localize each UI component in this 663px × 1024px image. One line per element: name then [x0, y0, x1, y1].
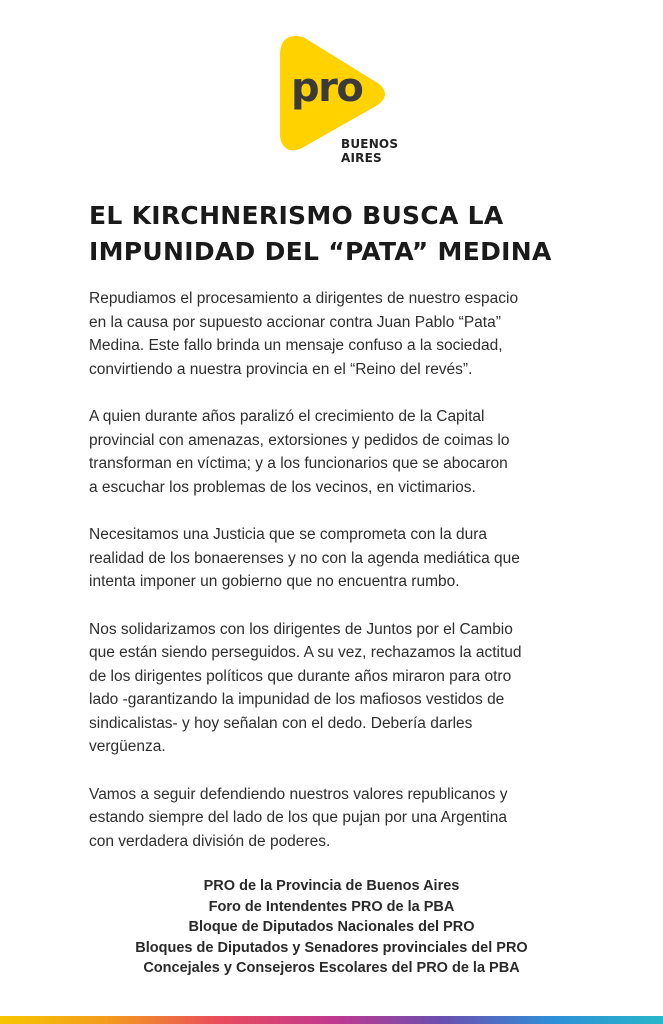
headline-line: EL KIRCHNERISMO BUSCA LA [89, 201, 504, 230]
text-line: transforman en víctima; y a los funcionarios que se abocaron [89, 455, 508, 472]
text-line: lado -garantizando la impunidad de los mafiosos vestidos de [89, 691, 505, 708]
text-line: convirtiendo a nuestra provincia en el “Reino del revés”. [89, 360, 473, 378]
paragraph [89, 783, 589, 854]
text-line: que están siendo perseguidos. A su vez, rechazamos la actitud [89, 644, 522, 661]
rainbow-footer-stripe [0, 1016, 663, 1024]
headline [89, 198, 609, 270]
text-line: Vamos a seguir defendiendo nuestros valores republicanos y [89, 785, 508, 803]
paragraph [89, 287, 589, 381]
text-line: en la causa por supuesto accionar contra Juan Pablo “Pata” [89, 313, 501, 331]
pro-buenos-aires-logo [278, 34, 399, 165]
text-line: realidad de los bonaerenses y no con la agenda mediática que [89, 549, 520, 567]
text-line: A quien durante años paralizó el crecimiento de la Capital [89, 408, 485, 425]
text-line: estando siempre del lado de los que pujan por una Argentina [89, 809, 507, 826]
headline-line: IMPUNIDAD DEL “PATA” MEDINA [89, 237, 552, 266]
text-line: con verdadera división de poderes. [89, 832, 331, 850]
text-line: provincial con amenazas, extorsiones y pedidos de coimas lo [89, 431, 510, 449]
logo-wordmark: pro [291, 65, 363, 111]
signatory: Bloque de Diputados Nacionales del PRO [188, 919, 475, 935]
text-line: de los dirigentes políticos que durante años miraron para otro [89, 667, 512, 685]
logo-subtitle-line: AIRES [341, 151, 382, 165]
paragraph [89, 405, 589, 499]
text-line: Medina. Este fallo brinda un mensaje confuso a la sociedad, [89, 337, 503, 354]
statement-body [89, 287, 589, 877]
signatory: Foro de Intendentes PRO de la PBA [208, 898, 455, 915]
text-line: intenta imponer un gobierno que no encuentra rumbo. [89, 573, 460, 590]
text-line: Necesitamos una Justicia que se comprometa con la dura [89, 526, 488, 543]
text-line: Nos solidarizamos con los dirigentes de Juntos por el Cambio [89, 620, 513, 638]
logo-subtitle [341, 137, 398, 165]
signatory: Bloques de Diputados y Senadores provinciales del PRO [135, 939, 528, 956]
signatory: PRO de la Provincia de Buenos Aires [203, 878, 460, 894]
text-line: a escuchar los problemas de los vecinos, en victimarios. [89, 478, 476, 496]
logo-subtitle-line: BUENOS [341, 137, 399, 151]
text-line: vergüenza. [89, 738, 166, 755]
text-line: sindicalistas- y hoy señalan con el dedo. Debería darles [89, 714, 473, 732]
signatory: Concejales y Consejeros Escolares del PRO de la PBA [143, 960, 520, 976]
signatories [40, 876, 623, 979]
paragraph [89, 523, 589, 594]
text-line: Repudiamos el procesamiento a dirigentes de nuestro espacio [89, 290, 519, 307]
paragraph [89, 618, 589, 759]
